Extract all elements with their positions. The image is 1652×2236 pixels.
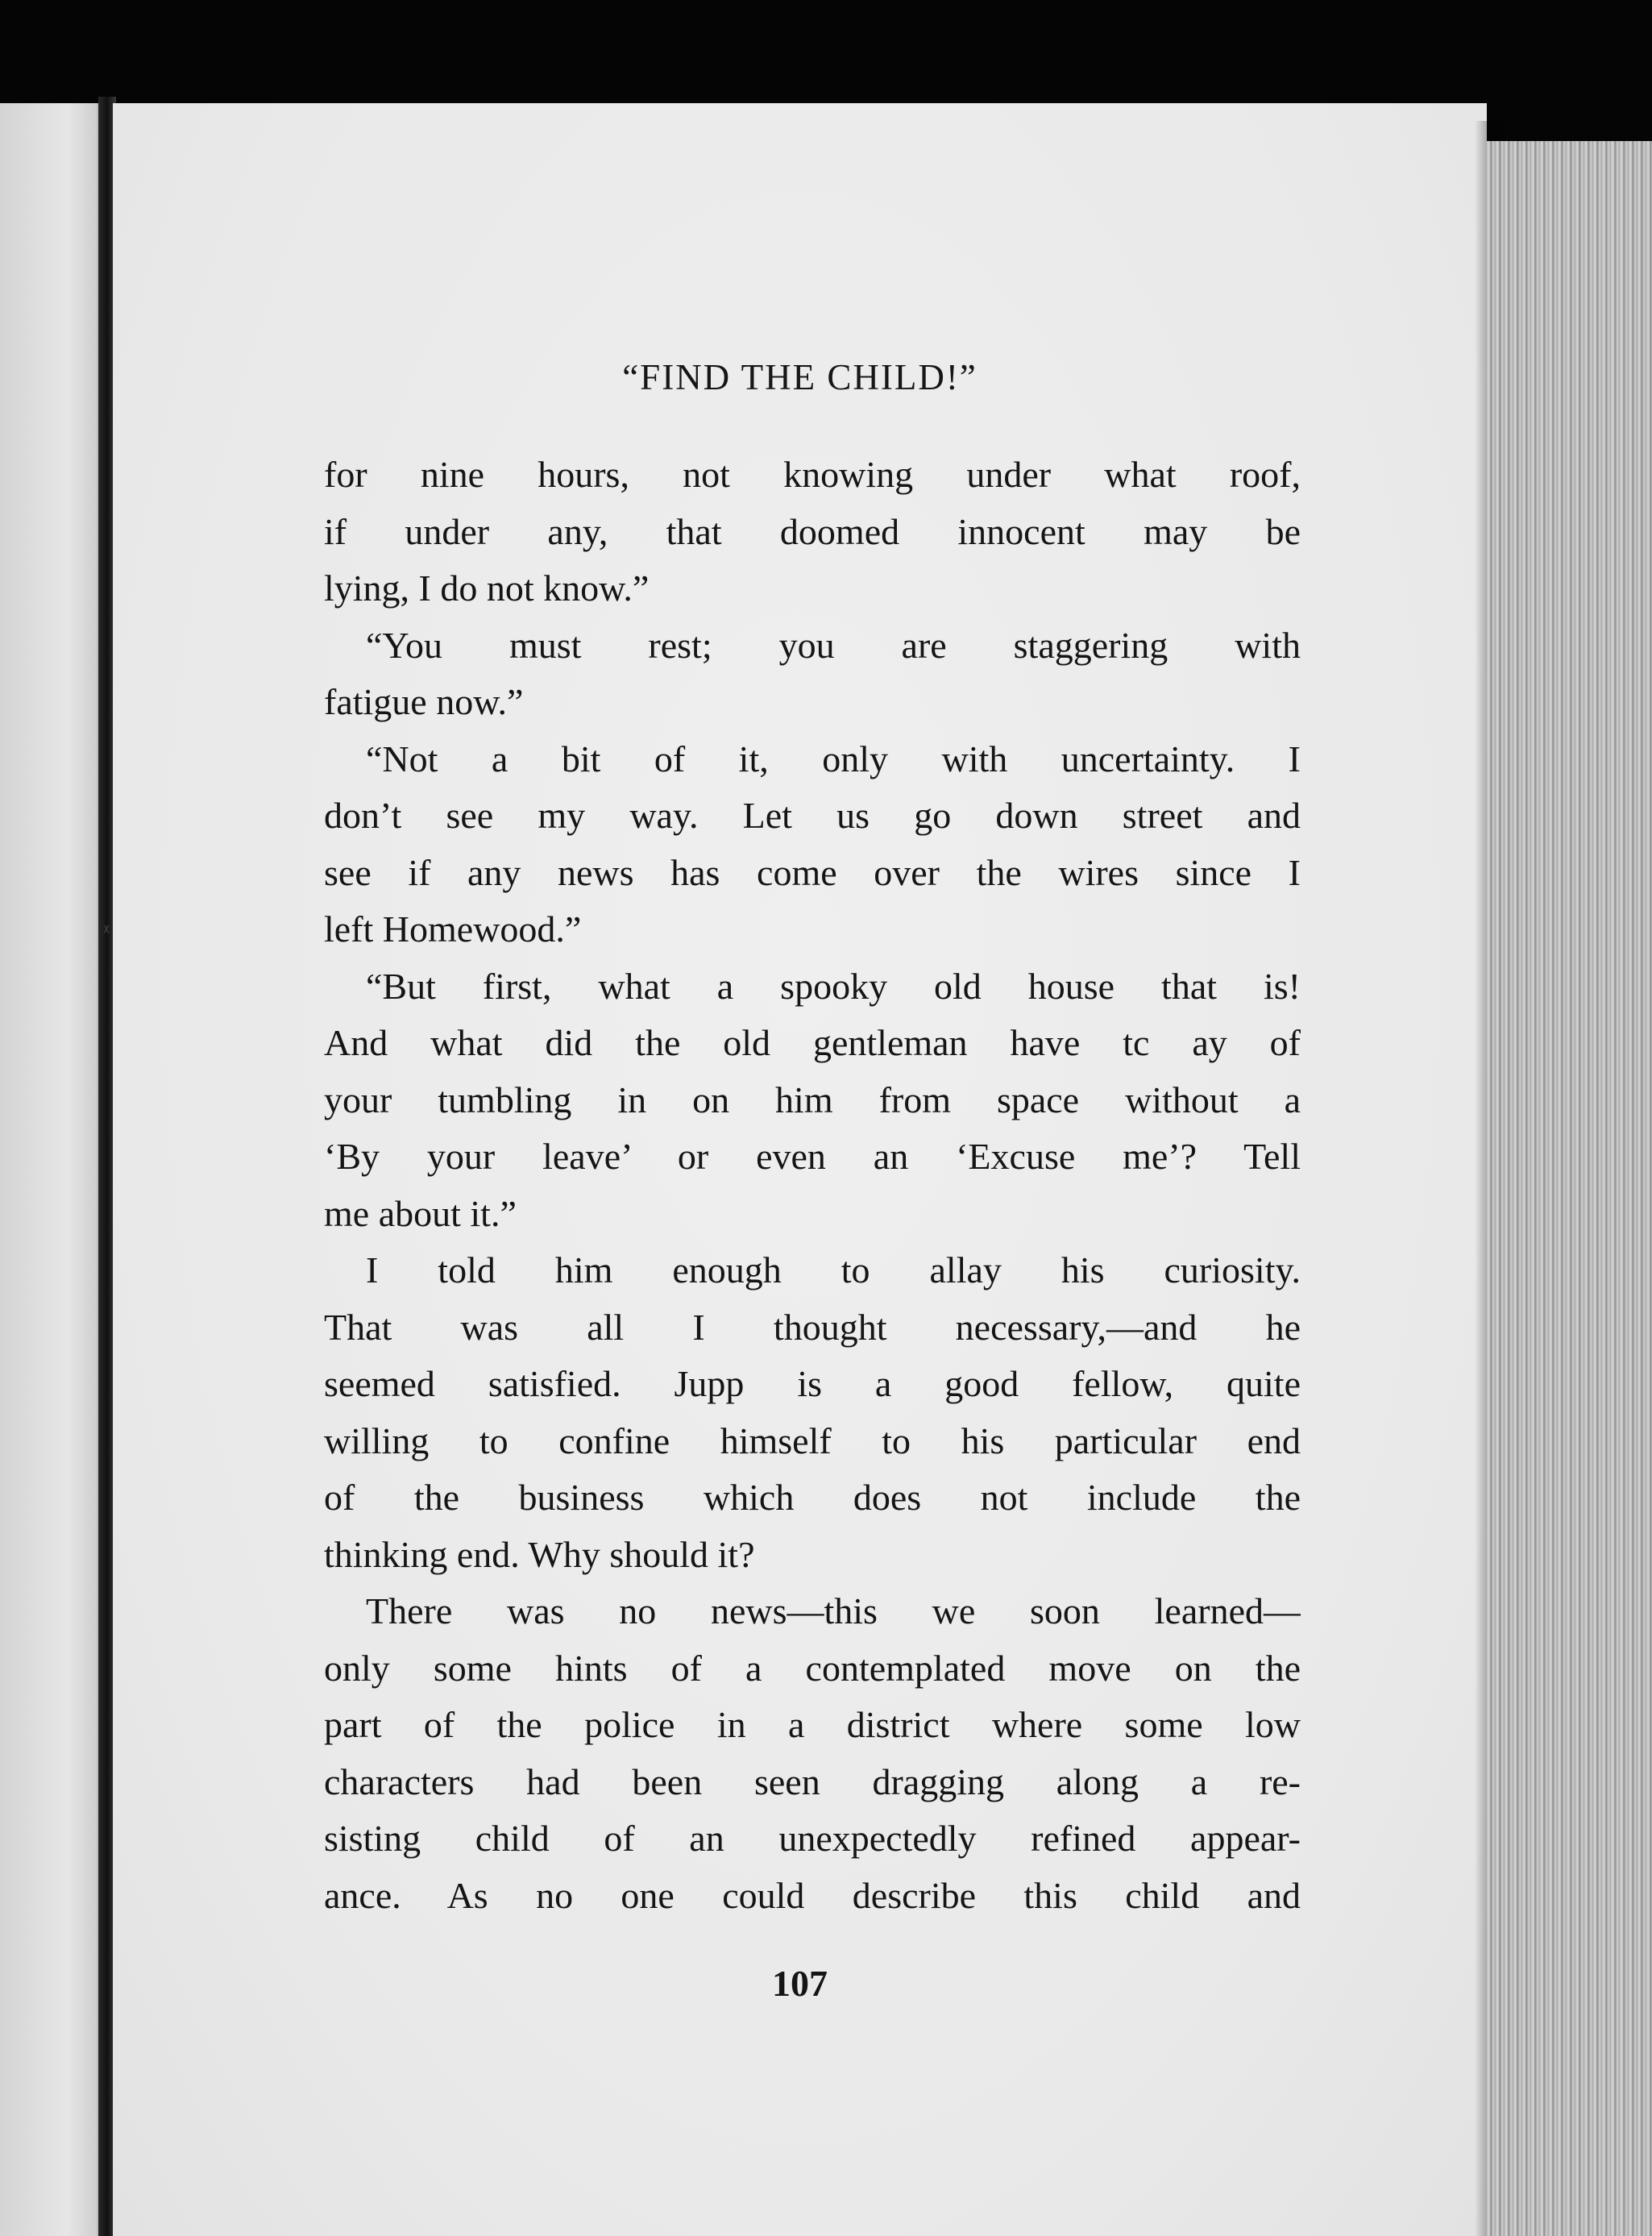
text-line: fatigue now.” (324, 681, 524, 722)
text-line: sisting child of an unexpectedly refined appear- (324, 1818, 1301, 1859)
text-line: part of the police in a district where some low (324, 1704, 1301, 1745)
page-number: 107 (772, 1963, 828, 2004)
text-line: That was all I thought necessary,—and he (324, 1306, 1301, 1348)
text-line: only some hints of a contemplated move on the (324, 1647, 1301, 1689)
margin-mark: ᵡ (103, 921, 110, 941)
text-line: of the business which does not include the (324, 1477, 1301, 1518)
text-line: if under any, that doomed innocent may be (324, 510, 1301, 552)
text-line: ance. As no one could describe this child and (324, 1874, 1301, 1916)
text-line: willing to confine himself to his particular end (324, 1419, 1301, 1461)
body-text (324, 447, 1301, 1962)
text-line: And what did the old gentleman have tc ay of (324, 1022, 1301, 1063)
text-line: see if any news has come over the wires since I (324, 851, 1301, 893)
text-line: seemed satisfied. Jupp is a good fellow, quite (324, 1363, 1301, 1404)
text-line: “You must rest; you are staggering with (366, 624, 1301, 666)
left-page-edge (0, 103, 113, 2236)
text-line: “Not a bit of it, only with uncertainty. I (366, 738, 1301, 779)
text-line: characters had been seen dragging along a re- (324, 1760, 1301, 1802)
text-line: I told him enough to allay his curiosity. (366, 1249, 1301, 1290)
text-line: thinking end. Why should it? (324, 1533, 755, 1575)
text-line: don’t see my way. Let us go down street and (324, 795, 1301, 836)
text-line: your tumbling in on him from space without a (324, 1079, 1301, 1120)
text-line: me about it.” (324, 1192, 517, 1234)
text-line: left Homewood.” (324, 908, 582, 950)
text-line: for nine hours, not knowing under what roof, (324, 454, 1301, 495)
book-fore-edge (1487, 141, 1652, 2236)
text-line: lying, I do not know.” (324, 567, 650, 609)
running-head: “FIND THE CHILD!” (622, 357, 978, 397)
text-line: “But first, what a spooky old house that is! (366, 965, 1301, 1007)
text-line: ‘By your leave’ or even an ‘Excuse me’? Tell (324, 1136, 1301, 1177)
book-page (103, 103, 1487, 2236)
text-line: There was no news—this we soon learned— (366, 1590, 1301, 1631)
